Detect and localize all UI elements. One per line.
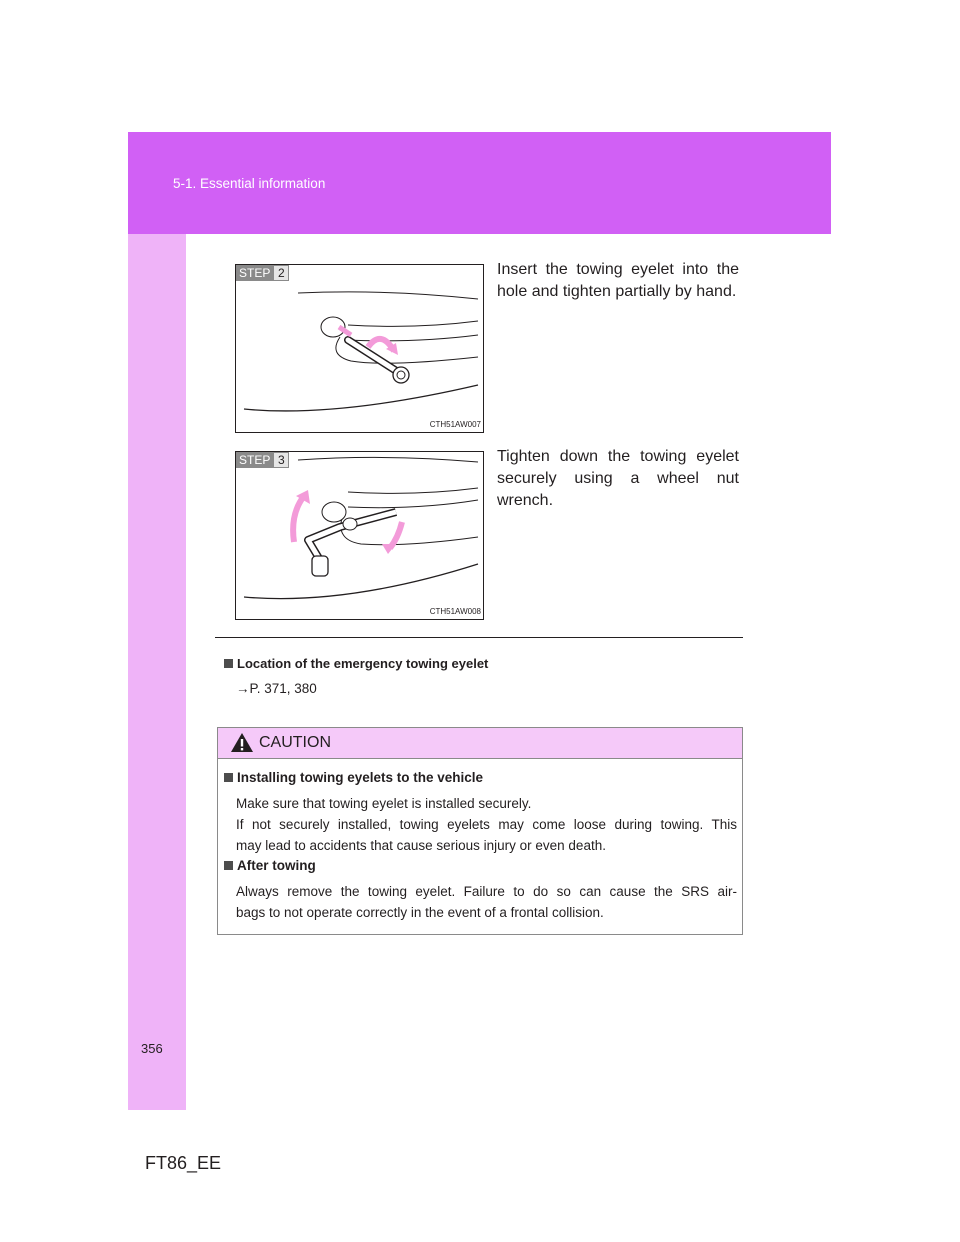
step-badge-number: 2: [273, 265, 289, 281]
caution-item-heading: [224, 858, 316, 873]
step-3-figure: [235, 451, 484, 620]
caution-line: bags to not operate correctly in the event of a frontal collision.: [236, 905, 604, 920]
caution-item-body: [236, 793, 737, 856]
section-title: 5-1. Essential information: [173, 176, 326, 191]
warning-triangle-icon: [230, 732, 254, 753]
page-reference: →P. 371, 380: [236, 681, 317, 696]
caution-line: may lead to accidents that cause serious injury or even death.: [236, 838, 606, 853]
caution-box: [217, 727, 743, 935]
caution-item-heading: [224, 770, 483, 785]
figure-code: CTH51AW008: [429, 607, 481, 616]
caution-line: Always remove the towing eyelet. Failure to do so can cause the SRS air-: [236, 884, 737, 899]
caution-item-heading-text: Installing towing eyelets to the vehicle: [237, 770, 484, 785]
step-badge-number: 3: [273, 452, 289, 468]
step-2-figure: [235, 264, 484, 433]
document-code: FT86_EE: [145, 1153, 222, 1173]
note-heading-text: Location of the emergency towing eyelet: [237, 656, 489, 671]
bullet-square-icon: [224, 773, 233, 782]
page-number: 356: [141, 1041, 163, 1056]
side-strip: [128, 234, 186, 1110]
step-3-text: Tighten down the towing eyelet securely using a wheel nut wrench.: [497, 448, 739, 509]
caution-item-body: [236, 881, 737, 923]
towing-eyelet-hand-illustration: [236, 265, 483, 432]
caution-line: If not securely installed, towing eyelets may come loose during towing. This: [236, 817, 737, 832]
caution-line: Make sure that towing eyelet is installed securely.: [236, 796, 532, 811]
caution-item-heading-text: After towing: [237, 858, 316, 873]
section-divider: [215, 637, 743, 638]
step-badge: [236, 452, 289, 468]
step-badge: [236, 265, 289, 281]
figure-code: CTH51AW007: [429, 420, 481, 429]
wheel-nut-wrench-illustration: [236, 452, 483, 619]
note-heading: [224, 656, 488, 671]
step-badge-word: STEP: [236, 452, 273, 468]
step-badge-word: STEP: [236, 265, 273, 281]
caution-header: [218, 728, 742, 759]
bullet-square-icon: [224, 659, 233, 668]
caution-title: CAUTION: [259, 734, 331, 751]
bullet-square-icon: [224, 861, 233, 870]
step-2-text: Insert the towing eyelet into the hole and tighten partially by hand.: [497, 261, 739, 300]
